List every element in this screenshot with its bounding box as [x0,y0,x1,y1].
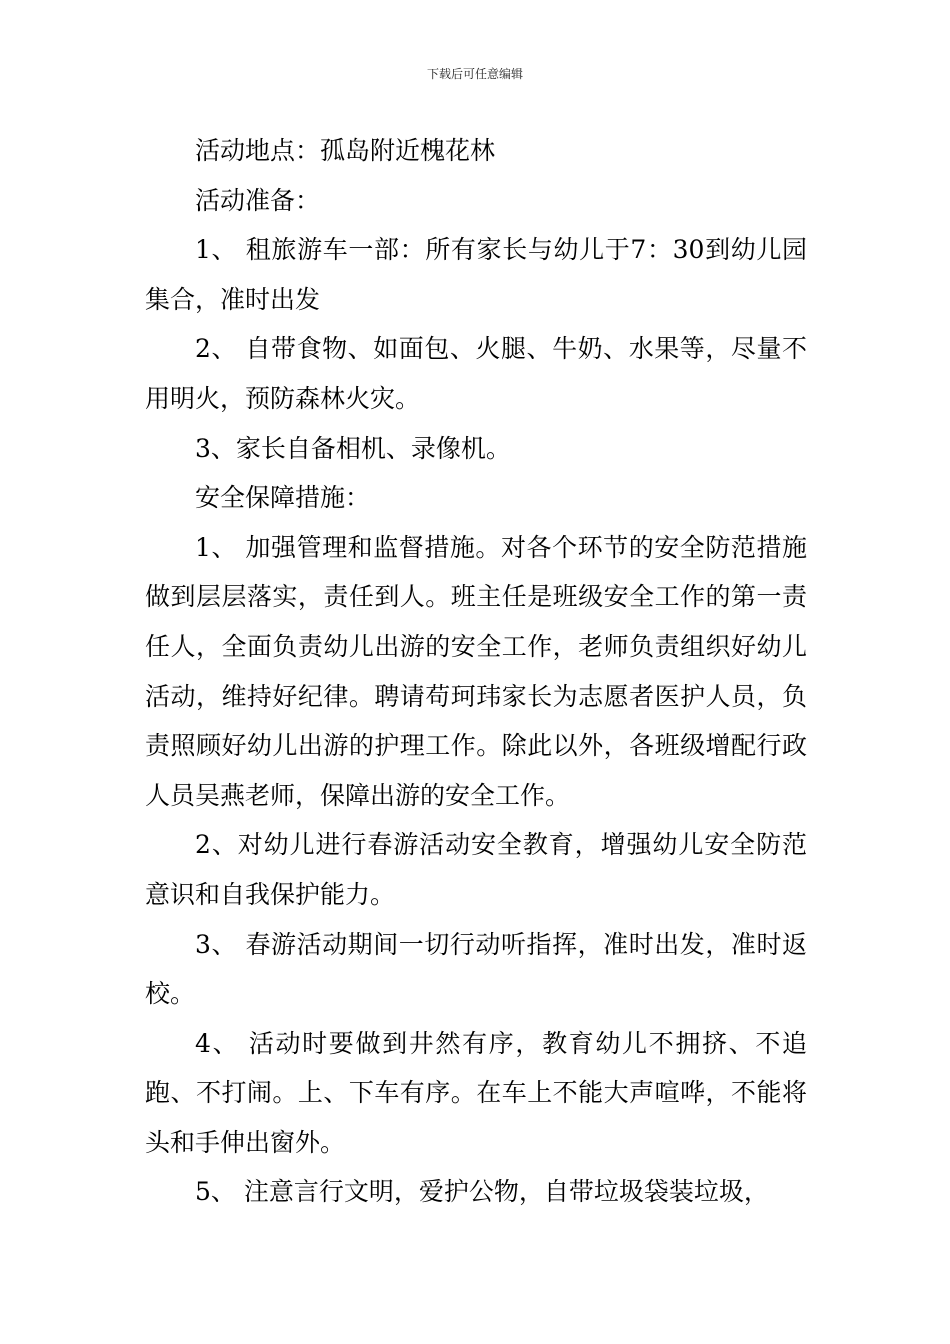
page-header-note: 下载后可任意编辑 [426,67,523,81]
paragraph-safety-4: 4、 活动时要做到井然有序，教育幼儿不拥挤、不追跑、不打闹。上、下车有序。在车上不能大声喧哗，不能将头和手伸出窗外。 [145,1028,807,1157]
paragraph-preparation-1: 1、 租旅游车一部：所有家长与幼儿于7：30到幼儿园集合，准时出发 [145,235,807,314]
paragraph-safety-heading: 安全保障措施： [195,483,371,513]
paragraph-preparation-2: 2、 自带食物、如面包、火腿、牛奶、水果等，尽量不用明火，预防森林火灾。 [145,334,807,413]
paragraph-safety-1: 1、 加强管理和监督措施。对各个环节的安全防范措施做到层层落实，责任到人。班主任是班级安全工作的第一责任人，全面负责幼儿出游的安全工作，老师负责组织好幼儿活动，维持好纪律。聘请苟珂玮家长为志愿者医护人员，负责照顾好幼儿出游的护理工作。除此以外，各班级增配行政人员吴燕老师，保障出游的安全工作。 [145,532,807,810]
paragraph-safety-5: 5、 注意言行文明，爱护公物，自带垃圾袋装垃圾， [195,1177,769,1207]
paragraph-activity-location: 活动地点：孤岛附近槐花林 [195,136,496,165]
paragraph-safety-2: 2、对幼儿进行春游活动安全教育，增强幼儿安全防范意识和自我保护能力。 [145,830,807,909]
paragraph-safety-3: 3、 春游活动期间一切行动听指挥，准时出发，准时返校。 [145,929,807,1009]
paragraph-preparation-3: 3、家长自备相机、录像机。 [195,433,511,463]
paragraph-preparation-heading: 活动准备： [195,185,321,215]
document-body [145,126,807,1217]
